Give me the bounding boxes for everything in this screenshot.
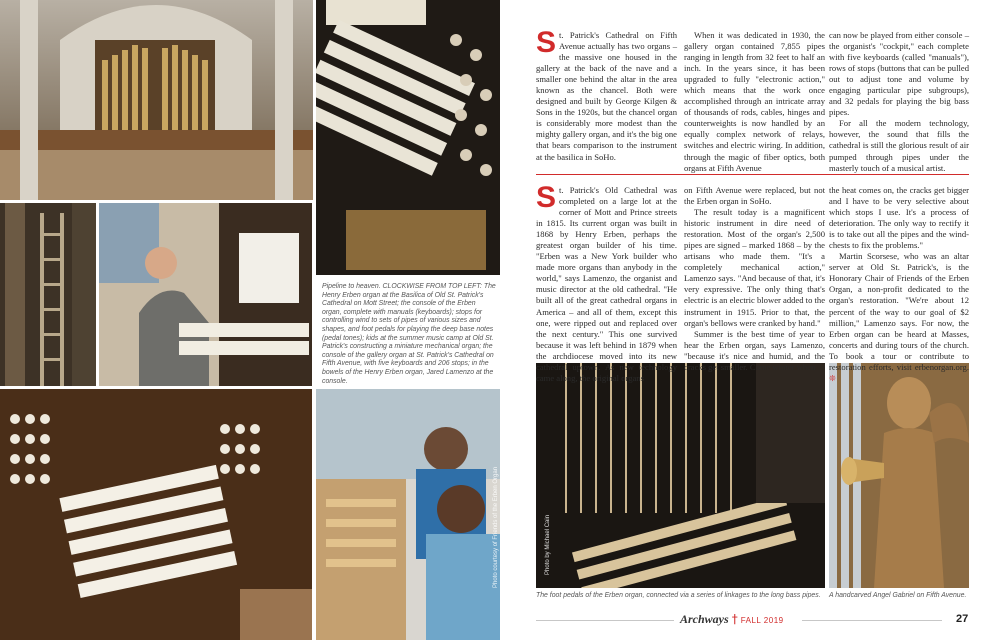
section-divider: [536, 174, 969, 175]
article-s2-c3-p2: Martin Scorsese, who was an altar server at Old St. Patrick's, is the Honorary Chair of Friends of the Erben Organ, a non-profit dedicated to the organ's restoration. "We're about 12 percent of the way to our goal of $2 million," Lamenzo says. For now, the Erben organ can be heard at Masses, concerts and during tours of the church. To book a tour or contribute to restoration efforts, visit erbenorgan.org.: [829, 251, 969, 372]
article-s2-column-2: [684, 185, 825, 373]
footer-brand: Archways: [680, 612, 729, 626]
photo-organ-interior-ladder: [0, 203, 96, 386]
article-s1-column-1: [536, 26, 677, 163]
caption-text: The Henry Erben organ at the Basilica of Old St. Patrick's Cathedral on Mott Street; the console of the Erben organ, complete with manuals (keyboards); stops for controlling wind to sets of pipes of various sizes and shapes, and foot pedals for playing the deep base notes (pedal tones); kids at the summer music camp at Old St. Patrick's constructing a miniature mechanical organ; the console of the gallery organ at St. Patrick's Cathedral on Fifth Avenue, with five keyboards and 206 stops; in the bowels of the Henry Erben organ, Jared Lamenzo at the console.: [322, 283, 496, 385]
article-s2-c2-p2: The result today is a magnificent historic instrument in dire need of restoration. Most of the organ's 2,500 pipes are signed – marked 1868 – by the artisans who made them. "It's a completely mechanical action," Lamenzo says. "And because of that, it's very expressive. The only thing that's electric is an electric blower added to the instrument in 1915. Prior to that, the organ's bellows were cranked by hand.": [684, 207, 826, 328]
photo-angel-gabriel-carving: [829, 363, 969, 588]
caption-foot-pedals: The foot pedals of the Erben organ, connected via a series of linkages to the long bass pipes.: [536, 592, 821, 599]
article-s1-c1-text: t. Patrick's Cathedral on Fifth Avenue actually has two organs – the massive one housed in the gallery at the back of the nave and a smaller one behind the altar in the area known as the chancel. Both were designed and built by George Kilgen & Sons in the 1920s, but the chancel organ is considerably more modest than the mighty gallery organ, and it's the big one that bears comparison to the instrument at the basilica in SoHo.: [536, 30, 677, 162]
photo-kids-music-camp: [316, 389, 500, 640]
cross-icon: †: [731, 612, 738, 626]
article-s1-c3-p1: can now be played from either console – the organist's "cockpit," each complete with five keyboards (called "manuals"), rows of stops (buttons that can be pulled out to adjust tone and volume by engaging particular pipe subgroups), and 32 pedals for playing the big bass pipes.: [829, 30, 969, 118]
article-s1-column-2: [684, 30, 825, 174]
footer-issue: FALL 2019: [740, 616, 784, 625]
article-s2-column-3: [829, 185, 969, 384]
article-s2-c2-p3: Summer is the best time of year to hear the Erben organ, says Lamenzo, "because it's nice and humid, and the cracks get smaller. Come winter when: [684, 328, 825, 372]
photo-caption-main: [322, 283, 497, 386]
caption-lead: Pipeline to heaven.: [322, 283, 381, 290]
article-s2-c1-text: t. Patrick's Old Cathedral was completed on a large lot at the corner of Mott and Prince streets in 1815. Its current organ was built in 1868 by Henry Erben, perhaps the greatest organ builder of his time. "Erben was a New York builder who made more organs than anybody in the world," says Lamenzo, the organist and music director at the old cathedral. "He built all of the great cathedral organs in America – and all of them, except this one, were ripped out and replaced over the next century." This one survived because it was left behind in 1879 when the archdiocese moved into its new cathedral uptown. As new technology came along, the original organs: [536, 185, 677, 383]
photo-gallery-console-five-keyboards: [0, 389, 312, 640]
photo-erben-console-stops: [316, 0, 500, 275]
caption-angel-gabriel: A handcarved Angel Gabriel on Fifth Avenue.: [829, 592, 967, 599]
dropcap-s2: S: [536, 181, 557, 214]
article-s1-c3-p2: For all the modern technology, however, the sound that fills the cathedral is still the glorious result of air pumped through pipes under the masterly touch of a musical artist.: [829, 118, 969, 173]
photo-organist-at-console: [99, 203, 312, 386]
article-s1-column-3: [829, 30, 969, 174]
footer-rule-left: [536, 620, 674, 621]
caption-label: CLOCKWISE FROM TOP LEFT:: [382, 283, 482, 290]
photo-credit-kids: Photo courtesy of Friends of the Erben Organ: [493, 466, 499, 588]
dropcap-s1: S: [536, 26, 557, 59]
photo-basilica-interior: [0, 0, 313, 200]
article-s1-c2-text: When it was dedicated in 1930, the gallery organ contained 7,855 pipes ranging in length from 32 feet to half an inch. In the years since, it has been upgraded to fully "electronic action," which means that the work once accomplished through an intricate array of thousands of rods, cables, hinges and counterweights is now handled by an equally complex network of relays, switches and electric wiring. In addition, through the magic of fiber optics, both organs at Fifth Avenue: [684, 30, 825, 173]
photo-foot-pedals-linkages: [536, 363, 825, 588]
photo-credit-pedals: Photo by Michael Cain: [545, 514, 551, 575]
footer: [680, 612, 784, 627]
footer-rule-right: [802, 620, 942, 621]
end-mark-icon: ❊: [829, 373, 836, 383]
article-s2-c3-p1: the heat comes on, the cracks get bigger and I have to be very selective about which stops I use. It's a process of deterioration. The only way to rectify it is to take out all the pipes and the wind-chests to fix the problems.": [829, 185, 969, 251]
page-number: 27: [956, 613, 969, 625]
article-s2-column-1: [536, 181, 677, 384]
article-s2-c2-p1: on Fifth Avenue were replaced, but not the Erben organ in SoHo.: [684, 185, 825, 207]
